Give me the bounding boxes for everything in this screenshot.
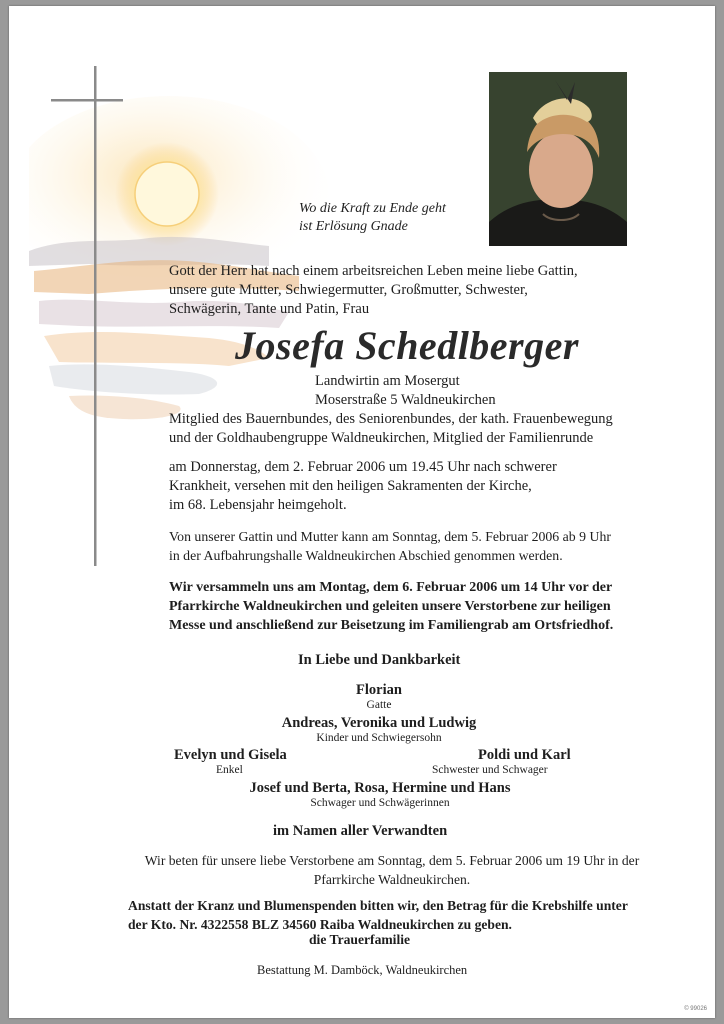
deceased-name: Josefa Schedlberger (235, 323, 579, 368)
mourner-name: Florian (356, 682, 402, 698)
family-signature: die Trauerfamilie (309, 932, 411, 947)
occupation: Landwirtin am Mosergut (315, 373, 460, 389)
donation-notice: Anstatt der Kranz und Blumenspenden bitten wir, den Betrag für die Krebshilfe unter der Kto. Nr. 4322558 BLZ 34560 Raiba Waldneukirchen zu geben. (128, 898, 628, 932)
viewing-notice: Von unserer Gattin und Mutter kann am Sonntag, dem 5. Februar 2006 ab 9 Uhr in der Aufbahrungshalle Waldneukirchen Abschied genommen werden. (169, 529, 611, 563)
undertaker: Bestattung M. Damböck, Waldneukirchen (257, 963, 468, 977)
mourner-name: Evelyn und Gisela (174, 747, 287, 763)
mourner-relation: Gatte (366, 699, 392, 711)
closing-line: In Liebe und Dankbarkeit (298, 652, 461, 668)
mourner-relation: Schwester und Schwager (432, 764, 548, 776)
funeral-notice: Wir versammeln uns am Montag, dem 6. Februar 2006 um 14 Uhr vor der Pfarrkirche Waldneukirchen und geleiten unsere Verstorbene zur heiligen Messe und anschließend zur Beisetzung im Familiengrab am Ortsfriedhof. (169, 580, 614, 633)
memberships: Mitglied des Bauernbundes, des Seniorenbundes, der kath. Frauenbewegung und der Goldhaubengruppe Waldneukirchen, Mitglied der Familienrunde (169, 411, 613, 446)
mourner-relation: Kinder und Schwiegersohn (316, 732, 442, 744)
address: Moserstraße 5 Waldneukirchen (315, 392, 496, 408)
cross-shape (94, 66, 97, 566)
mourner-name: Andreas, Veronika und Ludwig (281, 715, 477, 731)
mourner-relation: Enkel (216, 764, 243, 776)
prayer-notice: Wir beten für unsere liebe Verstorbene am Sonntag, dem 5. Februar 2006 um 19 Uhr in der Pfarrkirche Waldneukirchen. (144, 853, 640, 887)
motto: Wo die Kraft zu Ende geht ist Erlösung Gnade (299, 201, 446, 234)
mourner-name: Josef und Berta, Rosa, Hermine und Hans (249, 780, 511, 796)
intro-text: Gott der Herr hat nach einem arbeitsreichen Leben meine liebe Gattin, unsere gute Mutter, Schwiegermutter, Großmutter, Schwester, Schwägerin, Tante und Patin, Frau (169, 263, 578, 317)
obituary-page (9, 6, 715, 1018)
mourner-relation: Schwager und Schwägerinnen (310, 797, 450, 809)
on-behalf-line: im Namen aller Verwandten (273, 823, 448, 839)
portrait-photo (489, 72, 627, 246)
mourner-name: Poldi und Karl (478, 747, 571, 763)
death-notice: am Donnerstag, dem 2. Februar 2006 um 19.45 Uhr nach schwerer Krankheit, versehen mit den heiligen Sakramenten der Kirche, im 68. Lebensjahr heimgeholt. (169, 459, 557, 513)
printer-code: © 99026 (684, 1006, 707, 1012)
